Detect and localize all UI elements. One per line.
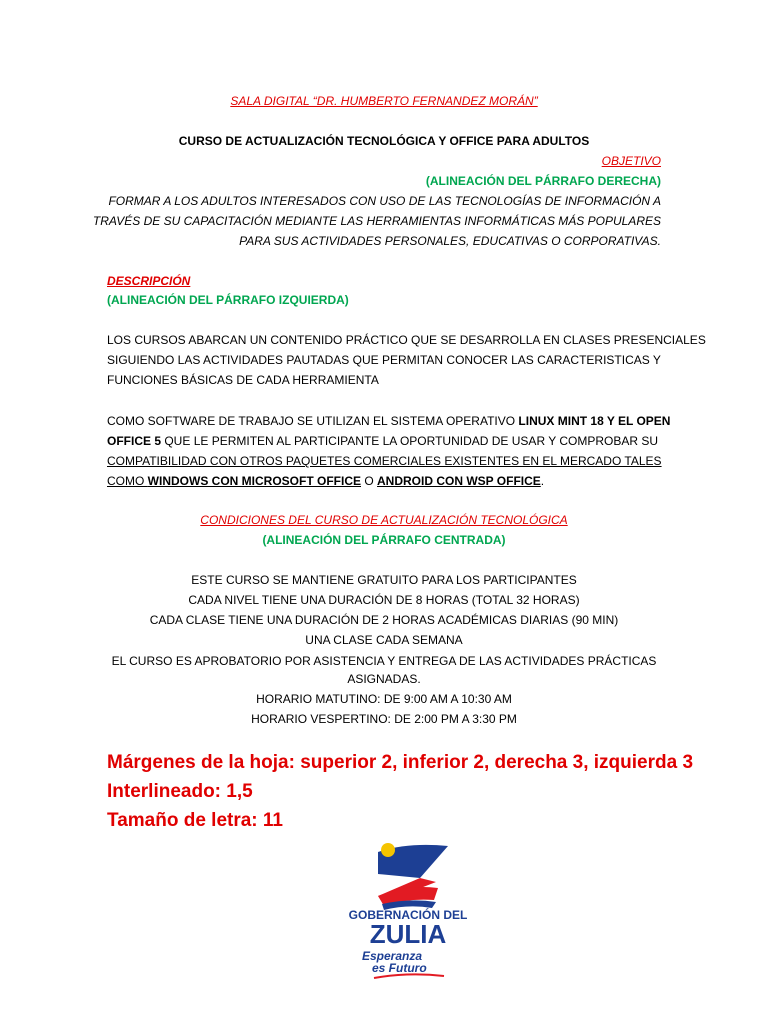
font-size-note: Tamaño de letra: 11 (107, 810, 283, 831)
slogan-underline-icon (338, 838, 478, 988)
objetivo-alignment-note: (ALINEACIÓN DEL PÁRRAFO DERECHA) (425, 174, 661, 188)
objetivo-text-line: PARA SUS ACTIVIDADES PERSONALES, EDUCATIVAS O CORPORATIVAS. (239, 234, 661, 248)
condiciones-heading: CONDICIONES DEL CURSO DE ACTUALIZACIÓN TECNOLÓGICA (200, 513, 568, 527)
course-title: CURSO DE ACTUALIZACIÓN TECNOLÓGICA Y OFFICE PARA ADULTOS (178, 134, 590, 148)
text-run: QUE LE PERMITEN AL PARTICIPANTE LA OPORTUNIDAD DE USAR Y COMPROBAR SU (161, 434, 659, 448)
objetivo-heading: OBJETIVO (601, 154, 661, 168)
objetivo-text-line: FORMAR A LOS ADULTOS INTERESADOS CON USO DE LAS TECNOLOGÍAS DE INFORMACIÓN A (108, 194, 661, 208)
text-run-bold: OFFICE 5 (107, 434, 162, 448)
text-run: COMO (107, 474, 148, 488)
text-run-bold: LINUX MINT 18 Y EL OPEN (518, 414, 671, 428)
text-run: . (540, 474, 545, 488)
line-spacing-note: Interlineado: 1,5 (107, 781, 253, 802)
condiciones-line: HORARIO MATUTINO: DE 9:00 AM A 10:30 AM (256, 692, 512, 706)
descripcion-alignment-note: (ALINEACIÓN DEL PÁRRAFO IZQUIERDA) (107, 293, 349, 307)
condiciones-line: UNA CLASE CADA SEMANA (305, 633, 463, 647)
text-run: O (361, 474, 378, 488)
condiciones-line: CADA NIVEL TIENE UNA DURACIÓN DE 8 HORAS (TOTAL 32 HORAS) (188, 593, 580, 607)
descripcion-text-line: SIGUIENDO LAS ACTIVIDADES PAUTADAS QUE PERMITAN CONOCER LAS CARACTERISTICAS Y (107, 353, 661, 367)
descripcion-heading: DESCRIPCIÓN (107, 274, 191, 288)
text-run: COMO SOFTWARE DE TRABAJO SE UTILIZAN EL SISTEMA OPERATIVO (107, 414, 519, 428)
condiciones-line: CADA CLASE TIENE UNA DURACIÓN DE 2 HORAS ACADÉMICAS DIARIAS (90 MIN) (149, 613, 619, 627)
text-run-bold: ANDROID CON WSP OFFICE (377, 474, 541, 488)
software-paragraph-line (107, 413, 670, 429)
logo-text-line: GOBERNACIÓN DEL (348, 908, 468, 922)
page-title: SALA DIGITAL “DR. HUMBERTO FERNANDEZ MORÁN” (230, 94, 538, 108)
software-paragraph-line (107, 473, 544, 489)
condiciones-line: EL CURSO ES APROBATORIO POR ASISTENCIA Y ENTREGA DE LAS ACTIVIDADES PRÁCTICAS (111, 654, 657, 668)
objetivo-text-line: TRAVÉS DE SU CAPACITACIÓN MEDIANTE LAS HERRAMIENTAS INFORMÁTICAS MÁS POPULARES (92, 214, 661, 228)
condiciones-alignment-note: (ALINEACIÓN DEL PÁRRAFO CENTRADA) (262, 533, 506, 547)
condiciones-line: HORARIO VESPERTINO: DE 2:00 PM A 3:30 PM (251, 712, 517, 726)
logo-slogan-line: Esperanza (362, 949, 423, 963)
descripcion-text-line: FUNCIONES BÁSICAS DE CADA HERRAMIENTA (107, 373, 379, 387)
logo-slogan-line: es Futuro (372, 961, 427, 975)
logo-text-zulia: ZULIA (369, 919, 447, 949)
gobernacion-zulia-logo (338, 838, 478, 988)
condiciones-line: ASIGNADAS. (347, 672, 421, 686)
text-run-bold: WINDOWS CON MICROSOFT OFFICE (147, 474, 361, 488)
software-paragraph-line (107, 433, 658, 449)
descripcion-text-line: LOS CURSOS ABARCAN UN CONTENIDO PRÁCTICO QUE SE DESARROLLA EN CLASES PRESENCIALES (107, 333, 706, 347)
margins-note: Márgenes de la hoja: superior 2, inferior 2, derecha 3, izquierda 3 (107, 752, 694, 773)
condiciones-line: ESTE CURSO SE MANTIENE GRATUITO PARA LOS PARTICIPANTES (191, 573, 577, 587)
software-paragraph-line: COMPATIBILIDAD CON OTROS PAQUETES COMERCIALES EXISTENTES EN EL MERCADO TALES (107, 454, 662, 468)
